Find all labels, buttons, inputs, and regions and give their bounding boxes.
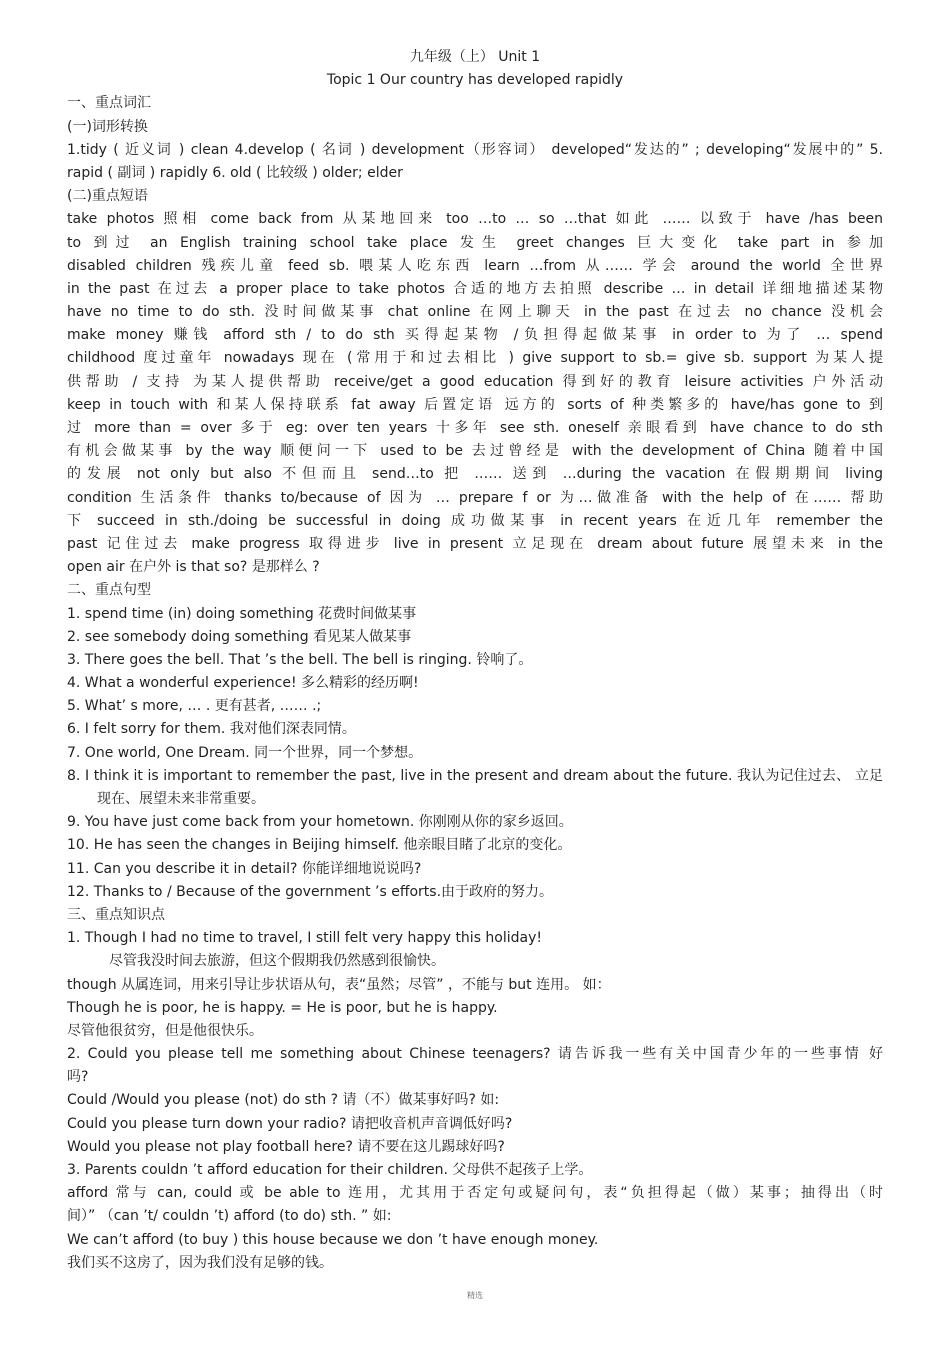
sentence-item: 1. spend time (in) doing something 花费时间做某事 [67,605,417,622]
text-line: 1.tidy ( 近义词 ) clean 4.develop ( 名词 ) development（形容词） developed“发达的” ; developing“发展中的” 5. [67,141,883,158]
translation-line: 尽管我没时间去旅游，但这个假期我仍然感到很愉快。 [109,953,445,970]
text-line: 间）” （can ’t/ couldn ’t) afford (to do) sth. ” 如: [67,1208,392,1225]
text-line: have no time to do sth. 没时间做某事 chat online 在网上聊天 in the past 在过去 no chance 没机会 [67,304,883,321]
section-heading: 一、重点词汇 [67,95,151,112]
sentence-item: 4. What a wonderful experience! 多么精彩的经历啊! [67,675,419,692]
document-title: 九年级（上） Unit 1 [409,49,541,65]
text-line: Could /Would you please (not) do sth ? 请（不）做某事好吗? 如: [67,1092,500,1109]
text-line: take photos 照相 come back from 从某地回来 too …to … so …that 如此 …… 以致于 have /has been [67,211,883,228]
sentence-item: 9. You have just come back from your hometown. 你刚刚从你的家乡返回。 [67,814,573,831]
page-footer: 精选 [467,1291,483,1300]
subsection-heading: (一)词形转换 [67,118,148,135]
sentence-item-continued: 现在、展望未来非常重要。 [97,791,265,807]
sentence-item: 11. Can you describe it in detail? 你能详细地说说吗? [67,860,422,877]
text-line: condition 生活条件 thanks to/because of 因为 … prepare f or 为…做准备 with the help of 在…… 帮助 [67,489,883,506]
sentence-item: 3. There goes the bell. That ’s the bell. The bell is ringing. 铃响了。 [67,651,533,668]
text-line: childhood 度过童年 nowadays 现在 (常用于和过去相比 ) give support to sb.= give sb. support 为某人提 [67,350,883,367]
text-line: keep in touch with 和某人保持联系 fat away 后置定语 远方的 sorts of 种类繁多的 have/has gone to 到 [67,396,883,413]
text-line: disabled children 残疾儿童 feed sb. 喂某人吃东西 learn …from 从…… 学会 around the world 全世界 [67,257,883,274]
text-line: 的发展 not only but also 不但而且 send…to 把 …… 送到 …during the vacation 在假期期间 living [67,466,883,483]
document-page [67,46,883,1275]
text-line: 过 more than = over 多于 eg: over ten years 十多年 see sth. oneself 亲眼看到 have chance to do sth [67,420,883,436]
example-line: Though he is poor, he is happy. = He is poor, but he is happy. [67,999,498,1016]
section-heading: 二、重点句型 [67,582,151,599]
sentence-item: 10. He has seen the changes in Beijing himself. 他亲眼目睹了北京的变化。 [67,837,572,854]
sentence-item: 8. I think it is important to remember the past, live in the present and dream about the future. 我认为记住过去、 立足 [67,767,883,784]
knowledge-point: 3. Parents couldn ’t afford education for their children. 父母供不起孩子上学。 [67,1162,593,1178]
example-line: Would you please not play football here? 请不要在这儿踢球好吗? [67,1138,505,1155]
document-subtitle: Topic 1 Our country has developed rapidly [326,72,624,89]
sentence-item: 12. Thanks to / Because of the government ’s efforts.由于政府的努力。 [67,883,554,900]
section-heading: 三、重点知识点 [67,906,165,923]
knowledge-point: 1. Though I had no time to travel, I still felt very happy this holiday! [67,930,543,947]
translation-line: 尽管他很贫穷，但是他很快乐。 [67,1022,263,1039]
example-line: We can’t afford (to buy ) this house because we don ’t have enough money. [67,1231,599,1248]
text-line: though 从属连词，用来引导让步状语从句，表“虽然；尽管” ，不能与 but 连用。 如： [67,976,611,993]
knowledge-point: 2. Could you please tell me something about Chinese teenagers? 请告诉我一些有关中国青少年的一些事情 好 [67,1046,883,1063]
text-line: 下 succeed in sth./doing be successful in doing 成功做某事 in recent years 在近几年 remember the [67,512,883,529]
text-line: afford 常与 can, could 或 be able to 连用，尤其用于否定句或疑问句，表“负担得起（做）某事；抽得出（时 [67,1185,883,1202]
text-line: past 记住过去 make progress 取得进步 live in present 立足现在 dream about future 展望未来 in the [67,535,883,552]
text-line: rapid ( 副词 ) rapidly 6. old ( 比较级 ) older; elder [67,164,403,181]
sentence-item: 6. I felt sorry for them. 我对他们深表同情。 [67,721,356,738]
text-line: open air 在户外 is that so? 是那样么 ? [67,559,320,576]
text-line: to 到过 an English training school take place 发生 greet changes 巨大变化 take part in 参加 [67,234,883,251]
text-line: make money 赚钱 afford sth / to do sth 买得起某物 /负担得起做某事 in order to 为了 … spend [67,327,883,344]
translation-line: 我们买不这房了，因为我们没有足够的钱。 [67,1254,333,1271]
text-line: in the past 在过去 a proper place to take photos 合适的地方去拍照 describe … in detail 详细地描述某物 [67,280,883,297]
text-line: 供帮助 / 支持 为某人提供帮助 receive/get a good education 得到好的教育 leisure activities 户外活动 [67,373,883,390]
sentence-item: 7. One world, One Dream. 同一个世界，同一个梦想。 [67,744,423,761]
example-line: Could you please turn down your radio? 请把收音机声音调低好吗? [67,1115,513,1132]
subsection-heading: (二)重点短语 [67,188,148,205]
sentence-item: 5. What’ s more, … . 更有甚者, …… .; [67,698,322,715]
text-line: 吗? [67,1069,89,1086]
sentence-item: 2. see somebody doing something 看见某人做某事 [67,628,412,645]
text-line: 有机会做某事 by the way 顺便问一下 used to be 去过曾经是 with the development of China 随着中国 [67,443,883,460]
